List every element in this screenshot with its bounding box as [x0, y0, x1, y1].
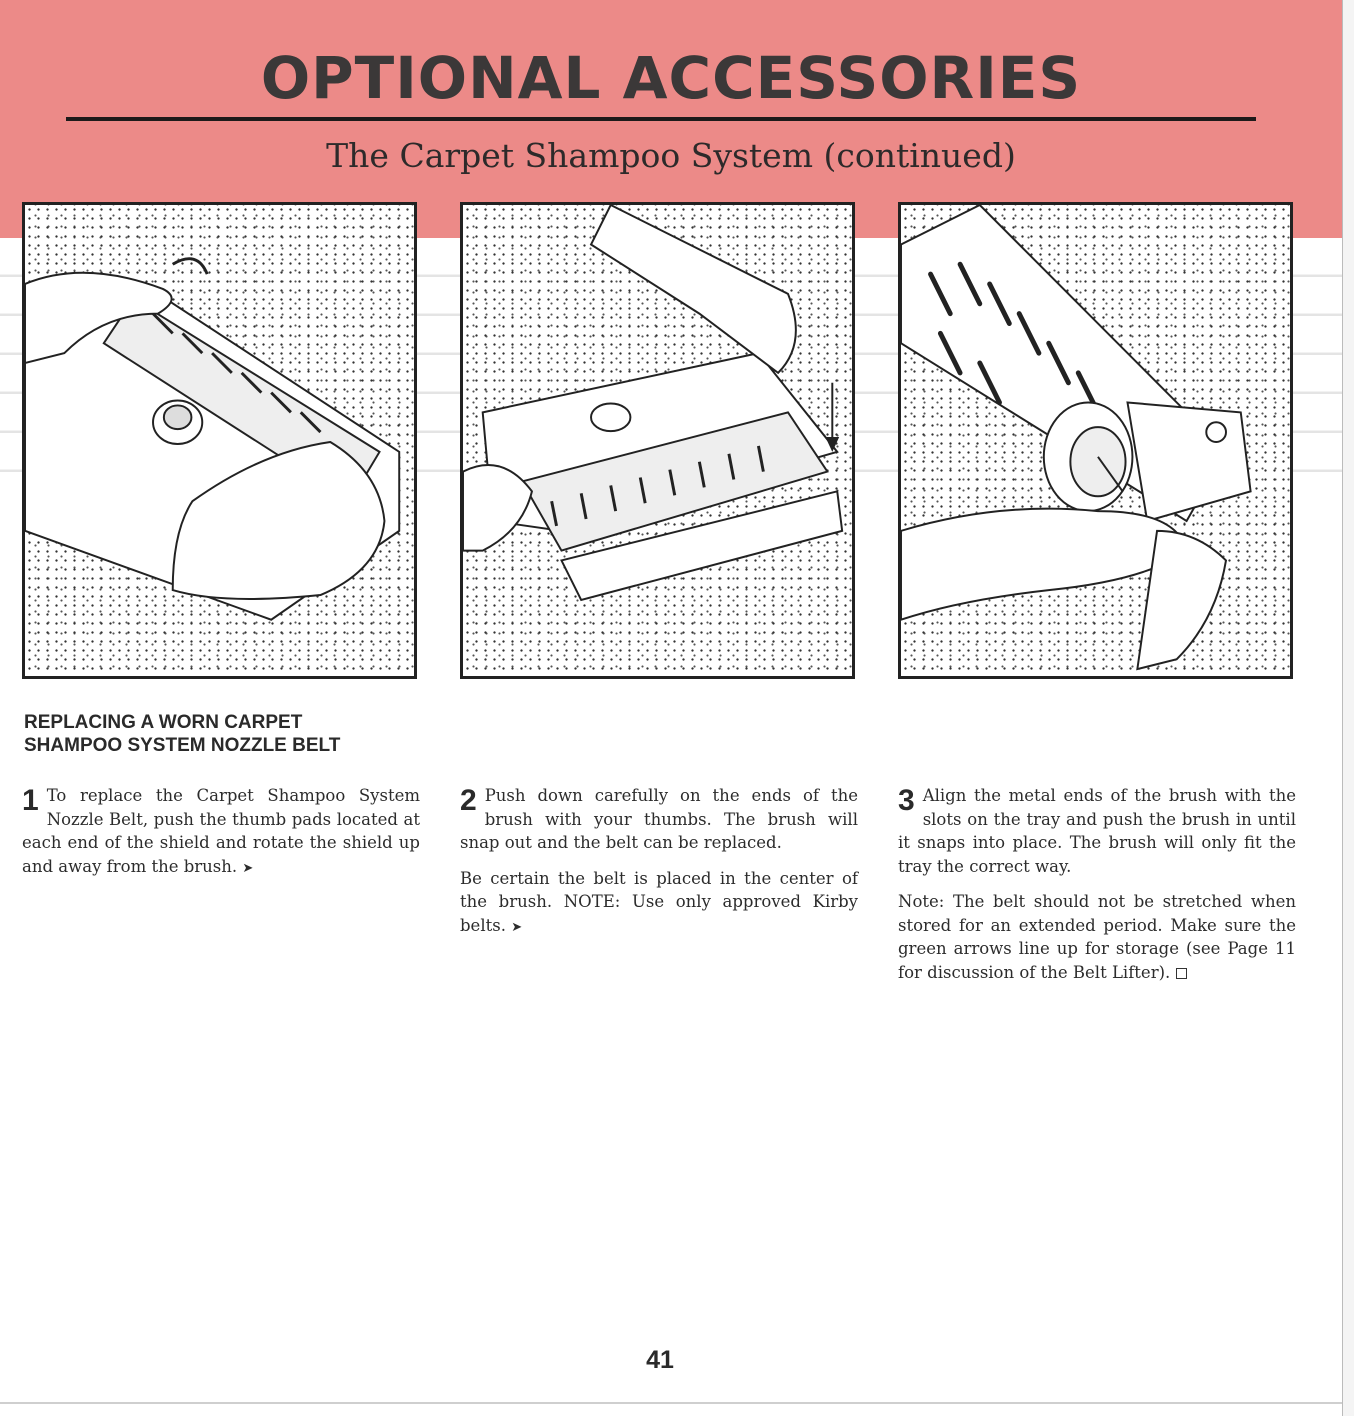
- illustration-align-brush: [898, 202, 1293, 679]
- page-bottom-line: [0, 1402, 1342, 1404]
- step-number: 3: [898, 784, 915, 817]
- step-number: 2: [460, 784, 477, 817]
- step-number: 1: [22, 784, 39, 817]
- step-1-paragraph-1: To replace the Carpet Shampoo System Nozzle Belt, push the thumb pads located at each end of the shield and rotate the shield up and away from the brush. ➤: [22, 786, 420, 876]
- page-edge: [1342, 0, 1354, 1416]
- section-heading-line-2: SHAMPOO SYSTEM NOZZLE BELT: [24, 735, 341, 756]
- step-3: [898, 784, 1296, 996]
- section-heading-line-1: REPLACING A WORN CARPET: [24, 712, 303, 733]
- step-2-paragraph-2: Be certain the belt is placed in the center of the brush. NOTE: Use only approved Kirby belts. ➤: [460, 868, 858, 935]
- continue-arrow-icon: ➤: [511, 919, 523, 935]
- page-subtitle: The Carpet Shampoo System (continued): [326, 136, 1016, 175]
- section-heading: [24, 711, 444, 757]
- continue-arrow-icon: ➤: [242, 860, 254, 876]
- page-number: 41: [646, 1346, 674, 1374]
- title-rule: [66, 117, 1256, 121]
- page-title: OPTIONAL ACCESSORIES: [260, 44, 1082, 112]
- step-2-paragraph-1: Push down carefully on the ends of the brush with your thumbs. The brush will snap out and the belt can be replaced.: [460, 786, 858, 852]
- illustration-push-brush: [460, 202, 855, 679]
- end-square-icon: [1176, 968, 1187, 979]
- step-1: [22, 784, 420, 892]
- step-3-paragraph-1: Align the metal ends of the brush with the slots on the tray and push the brush in until it snaps into place. The brush will only fit the tray the correct way.: [898, 786, 1296, 876]
- illustration-rotate-shield: [22, 202, 417, 679]
- step-2: [460, 784, 858, 951]
- step-3-paragraph-2: Note: The belt should not be stretched when stored for an extended period. Make sure the green arrows line up for storage (see Page 11 for discussion of the Belt Lifter).: [898, 892, 1296, 982]
